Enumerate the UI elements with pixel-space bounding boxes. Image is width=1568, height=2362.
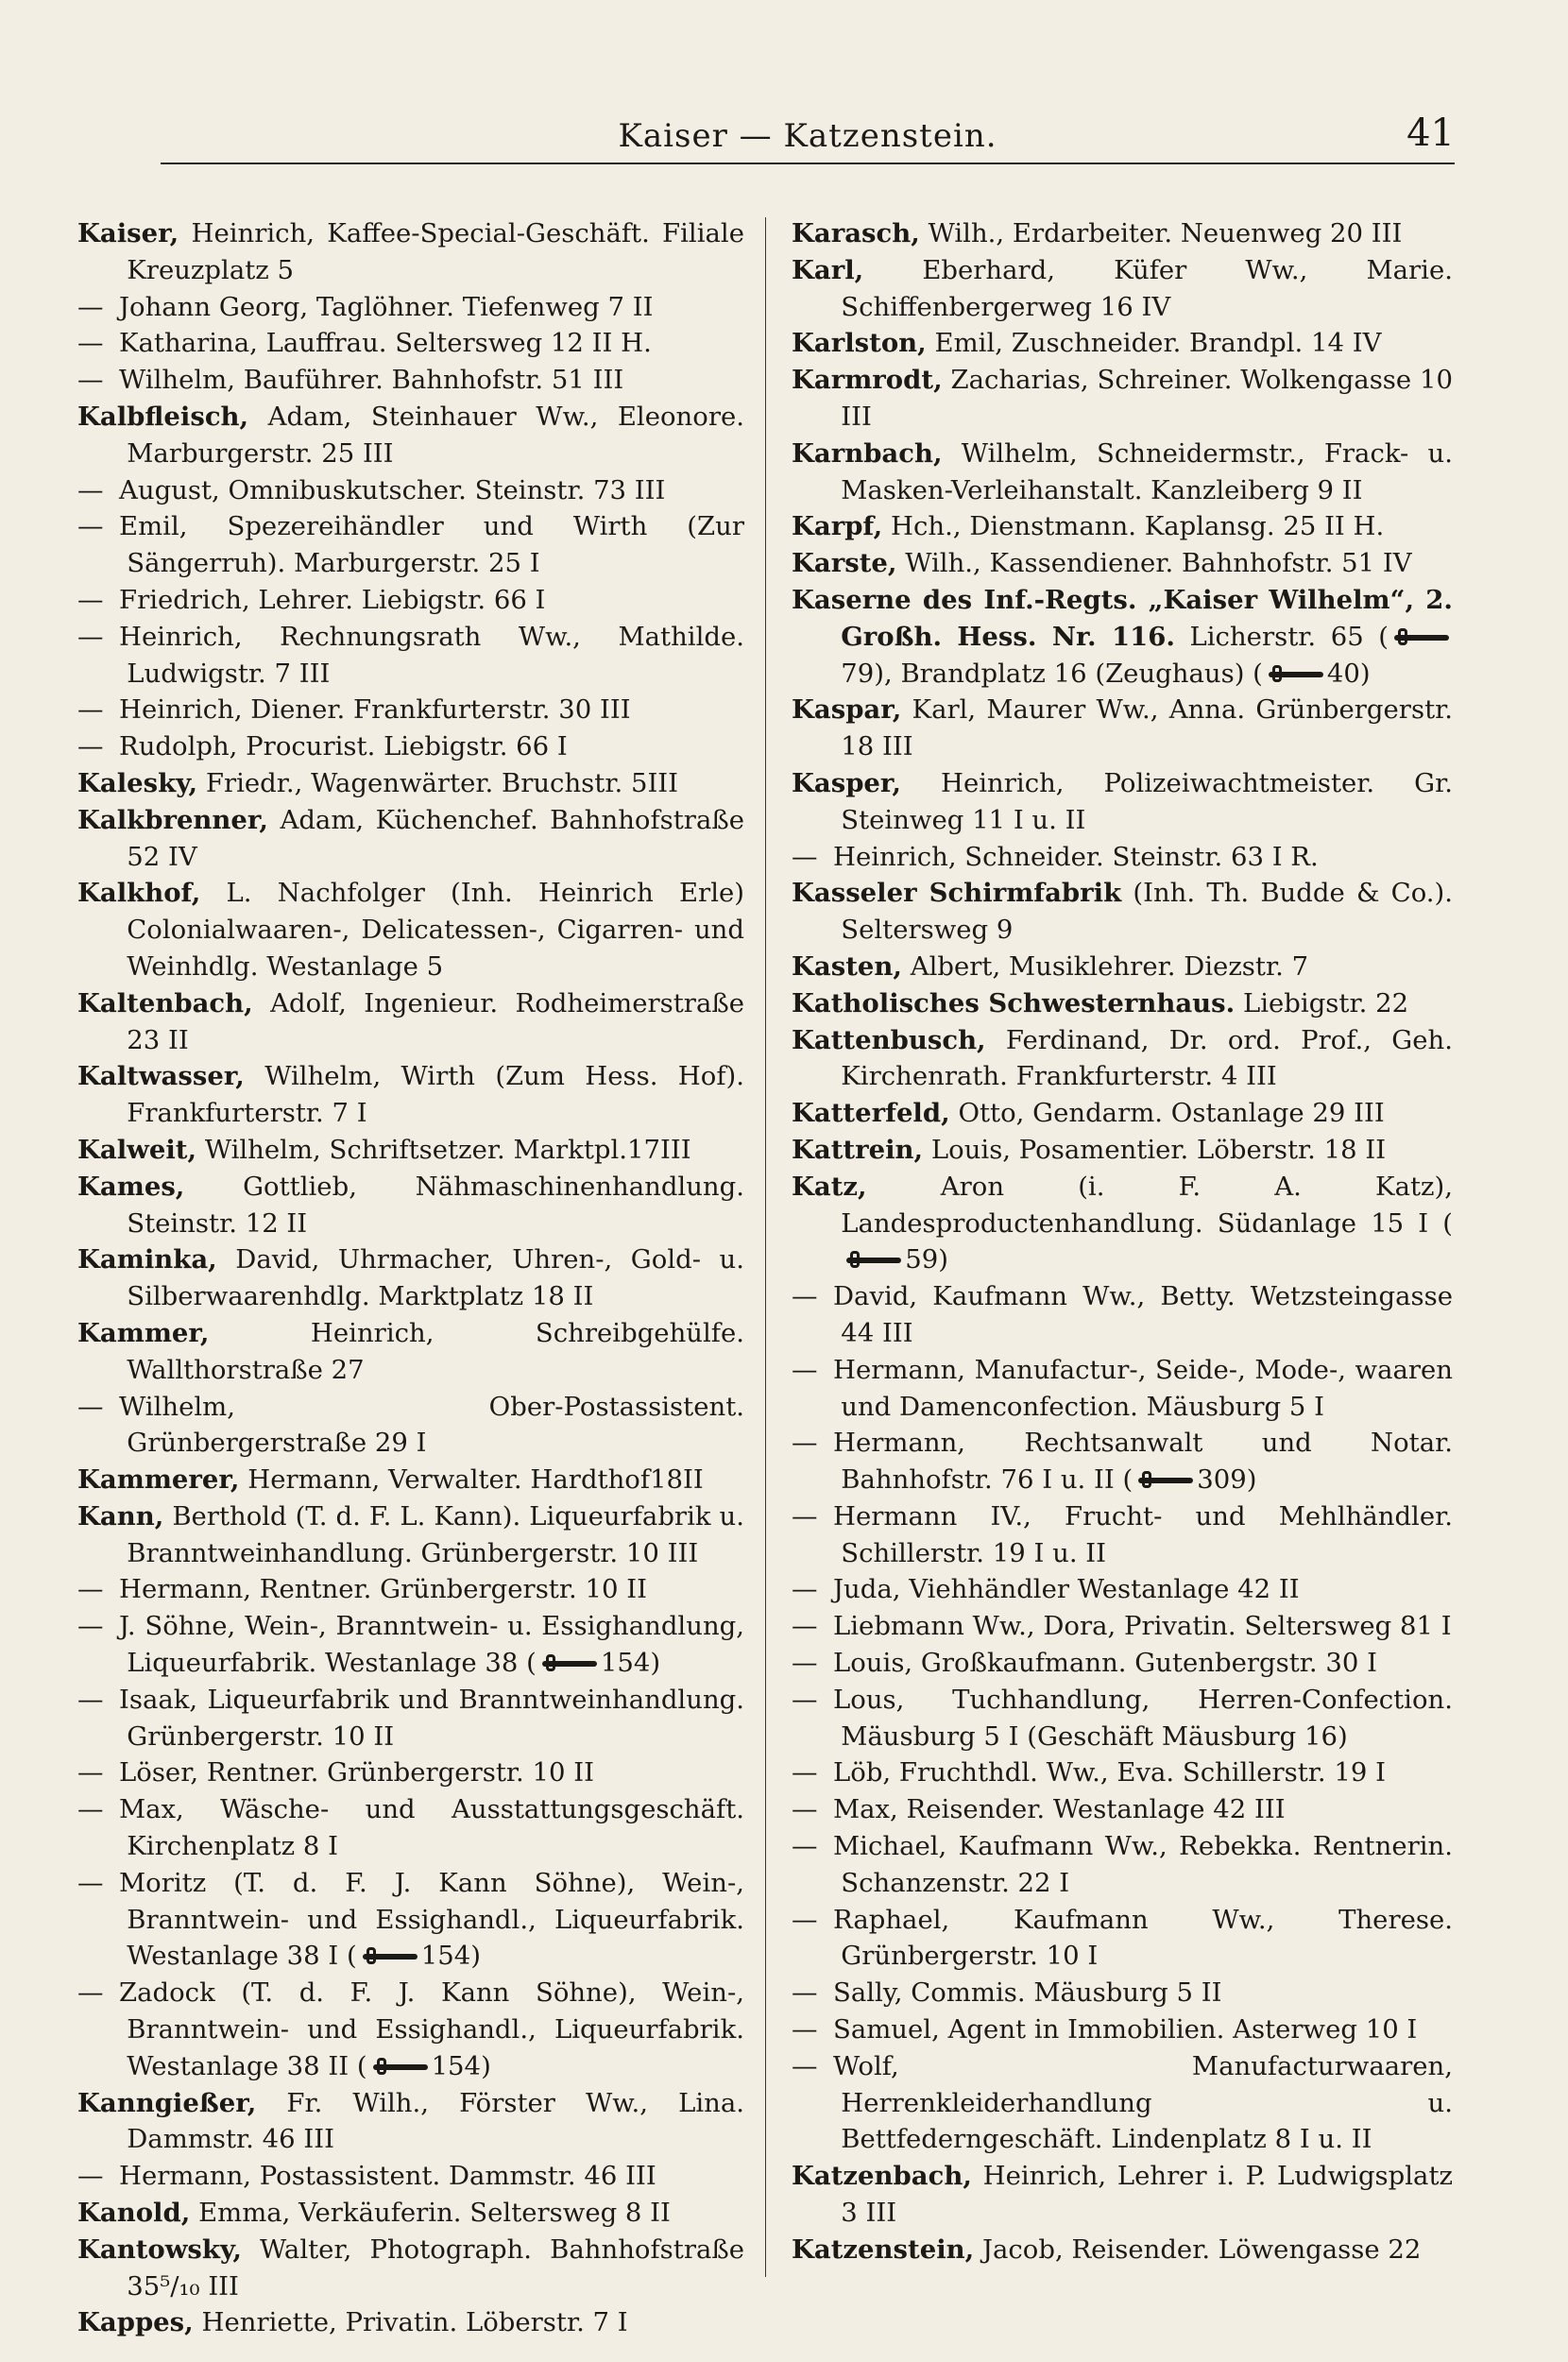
ditto-dash: — bbox=[792, 1648, 818, 1679]
directory-entry bbox=[77, 325, 744, 362]
directory-entry bbox=[792, 1608, 1453, 1645]
directory-entry bbox=[792, 545, 1453, 582]
entry-details: Heinrich, Schneider. Steinstr. 63 I R. bbox=[833, 841, 1319, 872]
telephone-number: 79 bbox=[841, 658, 875, 689]
entry-details: J. Söhne, Wein-, Branntwein- u. Essighandlung, Liqueurfabrik. Westanlage 38 ( bbox=[119, 1611, 744, 1679]
entry-details: Friedr., Wagenwärter. Bruchstr. 5III bbox=[205, 767, 679, 798]
directory-entry bbox=[77, 1791, 744, 1865]
entry-name: Kanngießer, bbox=[77, 2087, 257, 2118]
entry-details: ) bbox=[1246, 1464, 1257, 1496]
entry-name: Kasper, bbox=[792, 767, 901, 798]
directory-entry bbox=[77, 399, 744, 472]
entry-details: Moritz (T. d. F. J. Kann Söhne), Wein-, Branntwein- und Essighandl., Liqueurfabrik. Westanlage 38 I ( bbox=[119, 1867, 744, 1972]
entry-details: Zacharias, Schreiner. Wolkengasse 10 III bbox=[841, 365, 1453, 432]
telephone-icon bbox=[371, 2058, 430, 2077]
ditto-dash: — bbox=[77, 731, 104, 762]
entry-name: Kappes, bbox=[77, 2307, 194, 2338]
directory-entry bbox=[792, 436, 1453, 509]
entry-details: Isaak, Liqueurfabrik und Branntweinhandlung. Grünbergerstr. 10 II bbox=[119, 1684, 744, 1752]
directory-entry bbox=[77, 1754, 744, 1791]
directory-entry bbox=[792, 2232, 1453, 2268]
entry-name: Kames, bbox=[77, 1171, 185, 1202]
entry-details: Wilhelm, Schneidermstr., Frack- u. Masken-Verleihanstalt. Kanzleiberg 9 II bbox=[841, 437, 1453, 505]
entry-details: ) bbox=[650, 1648, 661, 1679]
telephone-number: 40 bbox=[1326, 658, 1360, 689]
ditto-dash: — bbox=[792, 2050, 818, 2081]
directory-entry bbox=[77, 1498, 744, 1572]
ditto-dash: — bbox=[792, 1977, 818, 2009]
directory-entry bbox=[77, 2195, 744, 2232]
directory-entry bbox=[77, 2304, 744, 2341]
ditto-dash: — bbox=[77, 511, 104, 542]
directory-entry bbox=[792, 692, 1453, 765]
directory-entry bbox=[792, 1352, 1453, 1426]
column-divider bbox=[765, 217, 766, 2277]
entry-details: Louis, Großkaufmann. Gutenbergstr. 30 I bbox=[833, 1648, 1377, 1679]
ditto-dash: — bbox=[77, 1867, 104, 1898]
entry-details: Louis, Posamentier. Löberstr. 18 II bbox=[930, 1134, 1387, 1165]
directory-entry bbox=[77, 765, 744, 802]
entry-details: Licherstr. 65 ( bbox=[1189, 621, 1389, 652]
ditto-dash: — bbox=[792, 1354, 818, 1385]
directory-entry bbox=[792, 1498, 1453, 1572]
entry-details: Heinrich, Rechnungsrath Ww., Mathilde. Ludwigstr. 7 III bbox=[119, 621, 744, 689]
directory-entry bbox=[792, 1902, 1453, 1976]
telephone-icon bbox=[1392, 628, 1451, 647]
entry-details: Lous, Tuchhandlung, Herren-Confection. Mäusburg 5 I (Geschäft Mäusburg 16) bbox=[833, 1684, 1453, 1752]
entry-details: ) bbox=[938, 1244, 948, 1275]
ditto-dash: — bbox=[792, 1757, 818, 1789]
entry-details: Hch., Dienstmann. Kaplansg. 25 II H. bbox=[891, 511, 1385, 542]
telephone-number: 59 bbox=[905, 1244, 939, 1275]
directory-entry bbox=[792, 1975, 1453, 2011]
ditto-dash: — bbox=[792, 1500, 818, 1532]
entry-name: Kaltwasser, bbox=[77, 1061, 245, 1092]
directory-entry bbox=[792, 1169, 1453, 1278]
entry-name: Karl, bbox=[792, 254, 864, 285]
entry-details: Adam, Steinhauer Ww., Eleonore. Marburgerstr. 25 III bbox=[127, 401, 744, 469]
directory-entry bbox=[77, 362, 744, 399]
directory-entry bbox=[77, 1058, 744, 1132]
directory-entry bbox=[792, 215, 1453, 252]
entry-details: Ferdinand, Dr. ord. Prof., Geh. Kirchenrath. Frankfurterstr. 4 III bbox=[841, 1024, 1453, 1092]
entry-details: Wilh., Erdarbeiter. Neuenweg 20 III bbox=[928, 218, 1403, 248]
directory-entry bbox=[77, 215, 744, 289]
directory-entry bbox=[792, 2011, 1453, 2048]
entry-name: Kann, bbox=[77, 1500, 164, 1532]
telephone-icon bbox=[1136, 1471, 1195, 1490]
left-column bbox=[77, 215, 744, 2341]
entry-name: Kattrein, bbox=[792, 1134, 924, 1165]
entry-details: Walter, Photograph. Bahnhofstraße 35⁵/₁₀ III bbox=[127, 2234, 744, 2302]
entry-name: Kasten, bbox=[792, 950, 902, 982]
directory-entry bbox=[77, 1169, 744, 1242]
entry-details: Hermann, Verwalter. Hardthof18II bbox=[247, 1464, 704, 1496]
directory-entry bbox=[77, 728, 744, 765]
entry-name: Kaserne des Inf.-Regts. „Kaiser Wilhelm“, 2. Großh. Hess. Nr. 116. bbox=[792, 584, 1453, 652]
right-column bbox=[792, 215, 1453, 2268]
ditto-dash: — bbox=[792, 841, 818, 872]
entry-name: Kantowsky, bbox=[77, 2234, 242, 2265]
ditto-dash: — bbox=[792, 2014, 818, 2045]
entry-name: Kammer, bbox=[77, 1317, 210, 1348]
ditto-dash: — bbox=[77, 1757, 104, 1789]
ditto-dash: — bbox=[792, 1794, 818, 1825]
ditto-dash: — bbox=[77, 1611, 104, 1642]
directory-entry bbox=[77, 582, 744, 619]
entry-details: Heinrich, Diener. Frankfurterstr. 30 III bbox=[119, 694, 631, 726]
entry-name: Karpf, bbox=[792, 511, 883, 542]
ditto-dash: — bbox=[77, 1574, 104, 1605]
entry-details: ) bbox=[481, 2050, 491, 2081]
entry-details: Adolf, Ingenieur. Rodheimerstraße 23 II bbox=[127, 987, 744, 1055]
entry-name: Kaspar, bbox=[792, 694, 902, 726]
entry-details: ) bbox=[470, 1941, 481, 1972]
entry-details: Gottlieb, Nähmaschinenhandlung. Steinstr. 12 II bbox=[127, 1171, 744, 1239]
directory-entry bbox=[792, 582, 1453, 692]
entry-details: Eberhard, Küfer Ww., Marie. Schiffenbergerweg 16 IV bbox=[841, 254, 1453, 322]
entry-name: Karasch, bbox=[792, 218, 920, 248]
directory-entry bbox=[77, 985, 744, 1059]
telephone-number: 309 bbox=[1197, 1464, 1247, 1496]
entry-details: Sally, Commis. Mäusburg 5 II bbox=[833, 1977, 1222, 2009]
entry-name: Kaminka, bbox=[77, 1244, 217, 1275]
ditto-dash: — bbox=[792, 1428, 818, 1459]
entry-name: Kalesky, bbox=[77, 767, 198, 798]
entry-details: Hermann, Rentner. Grünbergerstr. 10 II bbox=[119, 1574, 647, 1605]
entry-details: Emil, Zuschneider. Brandpl. 14 IV bbox=[934, 328, 1382, 359]
entry-details: Wolf, Manufacturwaaren, Herrenkleiderhandlung u. Bettfederngeschäft. Lindenplatz 8 I u. II bbox=[833, 2050, 1453, 2155]
ditto-dash: — bbox=[77, 474, 104, 505]
directory-entry bbox=[792, 252, 1453, 326]
entry-name: Katholisches Schwesternhaus. bbox=[792, 987, 1236, 1018]
ditto-dash: — bbox=[792, 1684, 818, 1715]
ditto-dash: — bbox=[77, 1977, 104, 2009]
entry-name: Kaltenbach, bbox=[77, 987, 253, 1018]
entry-name: Katzenbach, bbox=[792, 2161, 972, 2192]
header-rule bbox=[161, 163, 1455, 164]
directory-entry bbox=[792, 1425, 1453, 1498]
entry-name: Kaiser, bbox=[77, 218, 179, 248]
entry-details: ) bbox=[1359, 658, 1371, 689]
entry-details: Löb, Fruchthdl. Ww., Eva. Schillerstr. 19 I bbox=[833, 1757, 1386, 1789]
entry-details: Wilhelm, Wirth (Zum Hess. Hof). Frankfurterstr. 7 I bbox=[127, 1061, 744, 1129]
directory-entry bbox=[792, 2158, 1453, 2232]
entry-details: Juda, Viehhändler Westanlage 42 II bbox=[833, 1574, 1300, 1605]
entry-name: Katterfeld, bbox=[792, 1098, 950, 1129]
directory-entry bbox=[77, 692, 744, 728]
entry-name: Kalkbrenner, bbox=[77, 804, 268, 835]
directory-entry bbox=[792, 1828, 1453, 1902]
entry-details: Johann Georg, Taglöhner. Tiefenweg 7 II bbox=[119, 291, 654, 322]
running-header bbox=[161, 111, 1455, 161]
directory-entry bbox=[77, 1462, 744, 1498]
directory-entry bbox=[792, 1571, 1453, 1608]
entry-details: Aron (i. F. A. Katz), Landesproductenhandlung. Südanlage 15 I ( bbox=[841, 1171, 1453, 1239]
entry-details: Fr. Wilh., Förster Ww., Lina. Dammstr. 46 III bbox=[127, 2087, 744, 2155]
ditto-dash: — bbox=[792, 1574, 818, 1605]
entry-details: Wilhelm, Bauführer. Bahnhofstr. 51 III bbox=[119, 365, 624, 396]
ditto-dash: — bbox=[77, 694, 104, 726]
telephone-icon bbox=[540, 1654, 599, 1673]
entry-name: Kasseler Schirmfabrik bbox=[792, 878, 1122, 909]
directory-entry bbox=[792, 1791, 1453, 1828]
entry-name: Kalweit, bbox=[77, 1134, 197, 1165]
ditto-dash: — bbox=[77, 291, 104, 322]
directory-entry bbox=[792, 325, 1453, 362]
ditto-dash: — bbox=[77, 365, 104, 396]
entry-details: Friedrich, Lehrer. Liebigstr. 66 I bbox=[119, 584, 546, 615]
directory-entry bbox=[77, 508, 744, 582]
telephone-icon bbox=[1267, 665, 1325, 684]
entry-details: Hermann, Manufactur-, Seide-, Mode-, waaren und Damenconfection. Mäusburg 5 I bbox=[833, 1354, 1453, 1422]
entry-details: Max, Reisender. Westanlage 42 III bbox=[833, 1794, 1286, 1825]
entry-details: (Inh. Th. Budde & Co.). Seltersweg 9 bbox=[841, 878, 1453, 946]
directory-entry bbox=[77, 289, 744, 326]
entry-details: L. Nachfolger (Inh. Heinrich Erle) Colonialwaaren-, Delicatessen-, Cigarren- und Weinhdlg. Westanlage 5 bbox=[127, 878, 744, 982]
entry-details: Liebigstr. 22 bbox=[1242, 987, 1409, 1018]
telephone-number: 154 bbox=[600, 1648, 651, 1679]
directory-entry bbox=[77, 1608, 744, 1682]
entry-details: Albert, Musiklehrer. Diezstr. 7 bbox=[910, 950, 1309, 982]
entry-name: Katz, bbox=[792, 1171, 867, 1202]
directory-entry bbox=[792, 508, 1453, 545]
entry-details: Raphael, Kaufmann Ww., Therese. Grünbergerstr. 10 I bbox=[833, 1904, 1453, 1972]
directory-entry bbox=[792, 1132, 1453, 1169]
entry-details: Emil, Spezereihändler und Wirth (Zur Sängerruh). Marburgerstr. 25 I bbox=[119, 511, 744, 579]
entry-name: Kammerer, bbox=[77, 1464, 240, 1496]
directory-entry bbox=[792, 362, 1453, 436]
directory-entry bbox=[792, 985, 1453, 1022]
directory-entry bbox=[77, 1389, 744, 1463]
page-title: Kaiser — Katzenstein. bbox=[618, 117, 997, 155]
page-number: 41 bbox=[1406, 111, 1455, 155]
entry-name: Katzenstein, bbox=[792, 2234, 975, 2265]
entry-details: Samuel, Agent in Immobilien. Asterweg 10 I bbox=[833, 2014, 1418, 2045]
telephone-number: 154 bbox=[420, 1941, 471, 1972]
ditto-dash: — bbox=[792, 1281, 818, 1312]
entry-details: Heinrich, Lehrer i. P. Ludwigsplatz 3 III bbox=[841, 2161, 1453, 2229]
directory-entry bbox=[792, 765, 1453, 839]
ditto-dash: — bbox=[77, 2161, 104, 2192]
directory-entry bbox=[792, 1095, 1453, 1132]
ditto-dash: — bbox=[77, 1391, 104, 1422]
entry-details: Henriette, Privatin. Löberstr. 7 I bbox=[201, 2307, 628, 2338]
entry-details: Michael, Kaufmann Ww., Rebekka. Rentnerin. Schanzenstr. 22 I bbox=[833, 1831, 1453, 1898]
telephone-icon bbox=[844, 1251, 903, 1270]
entry-details: Hermann IV., Frucht- und Mehlhändler. Schillerstr. 19 I u. II bbox=[833, 1500, 1453, 1568]
directory-entry bbox=[792, 949, 1453, 985]
entry-details: Löser, Rentner. Grünbergerstr. 10 II bbox=[119, 1757, 594, 1789]
directory-entry bbox=[77, 2085, 744, 2159]
ditto-dash: — bbox=[792, 1831, 818, 1862]
entry-details: Berthold (T. d. F. L. Kann). Liqueurfabrik u. Branntweinhandlung. Grünbergerstr. 10 III bbox=[127, 1500, 744, 1568]
directory-entry bbox=[77, 2158, 744, 2195]
entry-details: Wilhelm, Ober-Postassistent. Grünbergerstraße 29 I bbox=[119, 1391, 744, 1459]
entry-details: Hermann, Rechtsanwalt und Notar. Bahnhofstr. 76 I u. II ( bbox=[833, 1428, 1453, 1496]
entry-name: Karste, bbox=[792, 548, 897, 579]
directory-entry bbox=[792, 839, 1453, 876]
directory-entry bbox=[77, 802, 744, 876]
directory-entry bbox=[792, 1645, 1453, 1682]
entry-details: Heinrich, Kaffee-Special-Geschäft. Filiale Kreuzplatz 5 bbox=[127, 218, 744, 285]
ditto-dash: — bbox=[792, 1611, 818, 1642]
ditto-dash: — bbox=[77, 1794, 104, 1825]
ditto-dash: — bbox=[77, 1684, 104, 1715]
entry-details: Heinrich, Schreibgehülfe. Wallthorstraße 27 bbox=[127, 1317, 744, 1385]
directory-entry bbox=[77, 875, 744, 984]
directory-entry bbox=[77, 1571, 744, 1608]
directory-entry bbox=[792, 1682, 1453, 1755]
directory-entry bbox=[77, 1315, 744, 1389]
directory-entry bbox=[792, 1022, 1453, 1096]
entry-name: Kattenbusch, bbox=[792, 1024, 986, 1055]
directory-entry bbox=[792, 1278, 1453, 1352]
entry-details: Liebmann Ww., Dora, Privatin. Seltersweg 81 I bbox=[833, 1611, 1452, 1642]
entry-details: David, Kaufmann Ww., Betty. Wetzsteingasse 44 III bbox=[833, 1281, 1453, 1348]
telephone-icon bbox=[361, 1947, 419, 1966]
ditto-dash: — bbox=[792, 1904, 818, 1935]
entry-details: Zadock (T. d. F. J. Kann Söhne), Wein-, Branntwein- und Essighandl., Liqueurfabrik. Westanlage 38 II ( bbox=[119, 1977, 744, 2081]
entry-details: August, Omnibuskutscher. Steinstr. 73 III bbox=[119, 474, 666, 505]
entry-name: Kalbfleisch, bbox=[77, 401, 249, 432]
ditto-dash: — bbox=[77, 621, 104, 652]
entry-details: Karl, Maurer Ww., Anna. Grünbergerstr. 18 III bbox=[841, 694, 1453, 762]
directory-entry bbox=[77, 2232, 744, 2305]
directory-entry bbox=[77, 1865, 744, 1975]
entry-details: Wilhelm, Schriftsetzer. Marktpl.17III bbox=[204, 1134, 691, 1165]
directory-entry bbox=[77, 1241, 744, 1315]
ditto-dash: — bbox=[77, 328, 104, 359]
directory-entry bbox=[77, 1975, 744, 2084]
directory-entry bbox=[792, 1754, 1453, 1791]
entry-details: Wilh., Kassendiener. Bahnhofstr. 51 IV bbox=[905, 548, 1412, 579]
entry-details: Jacob, Reisender. Löwengasse 22 bbox=[981, 2234, 1422, 2265]
entry-details: Otto, Gendarm. Ostanlage 29 III bbox=[958, 1098, 1385, 1129]
entry-details: Heinrich, Polizeiwachtmeister. Gr. Steinweg 11 I u. II bbox=[841, 767, 1453, 835]
entry-details: ), Brandplatz 16 (Zeughaus) ( bbox=[874, 658, 1263, 689]
entry-details: Max, Wäsche- und Ausstattungsgeschäft. Kirchenplatz 8 I bbox=[119, 1794, 744, 1862]
entry-details: Hermann, Postassistent. Dammstr. 46 III bbox=[119, 2161, 656, 2192]
directory-entry bbox=[77, 472, 744, 509]
entry-name: Karmrodt, bbox=[792, 365, 943, 396]
entry-details: Katharina, Lauffrau. Seltersweg 12 II H. bbox=[119, 328, 652, 359]
entry-name: Kanold, bbox=[77, 2198, 191, 2229]
entry-details: Emma, Verkäuferin. Seltersweg 8 II bbox=[198, 2198, 671, 2229]
entry-name: Kalkhof, bbox=[77, 878, 201, 909]
entry-details: Rudolph, Procurist. Liebigstr. 66 I bbox=[119, 731, 568, 762]
entry-name: Karlston, bbox=[792, 328, 927, 359]
directory-entry bbox=[77, 619, 744, 693]
ditto-dash: — bbox=[77, 584, 104, 615]
entry-details: Adam, Küchenchef. Bahnhofstraße 52 IV bbox=[127, 804, 744, 872]
directory-entry bbox=[792, 875, 1453, 949]
telephone-number: 154 bbox=[431, 2050, 482, 2081]
entry-details: David, Uhrmacher, Uhren-, Gold- u. Silberwaarenhdlg. Marktplatz 18 II bbox=[127, 1244, 744, 1312]
directory-entry bbox=[792, 2048, 1453, 2158]
directory-entry bbox=[77, 1682, 744, 1755]
entry-name: Karnbach, bbox=[792, 437, 943, 469]
directory-entry bbox=[77, 1132, 744, 1169]
